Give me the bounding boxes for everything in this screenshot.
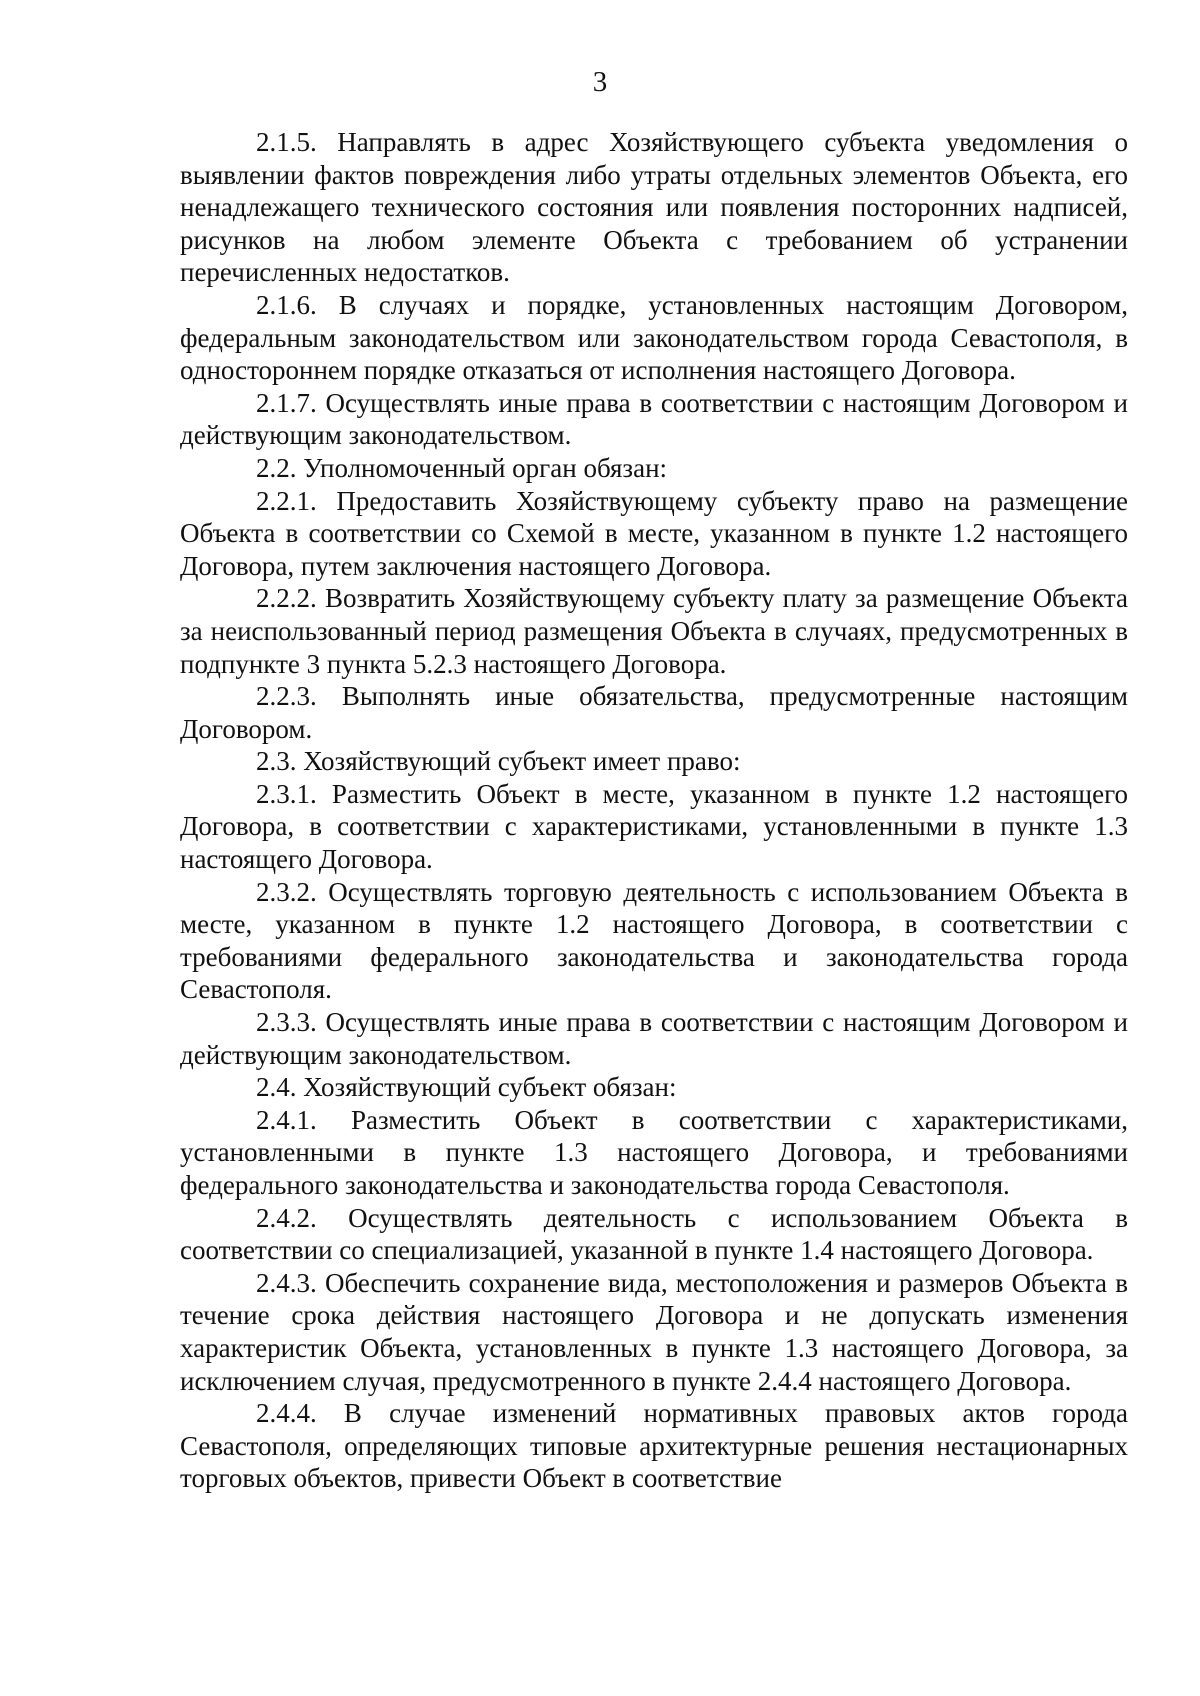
paragraph-2-2-3: 2.2.3. Выполнять иные обязательства, предусмотренные настоящим Договором. <box>180 681 1128 744</box>
paragraph-2-2-2: 2.2.2. Возвратить Хозяйствующему субъекту плату за размещение Объекта за неиспользованный период размещения Объекта в случаях, предусмотренных в подпункте 3 пункта 5.2.3 настоящего Договора. <box>180 583 1128 679</box>
paragraph-2-3-3: 2.3.3. Осуществлять иные права в соответствии с настоящим Договором и действующим законодательством. <box>180 1007 1128 1070</box>
paragraph-2-4-1: 2.4.1. Разместить Объект в соответствии с характеристиками, установленными в пункте 1.3 настоящего Договора, и требованиями федерального законодательства и законодательства города Севастополя. <box>180 1104 1128 1200</box>
paragraph-2-3: 2.3. Хозяйствующий субъект имеет право: <box>256 746 741 777</box>
paragraph-2-1-6: 2.1.6. В случаях и порядке, установленных настоящим Договором, федеральным законодательством или законодательством города Севастополя, в одностороннем порядке отказаться от исполнения настоящего Договора. <box>180 289 1128 386</box>
document-body <box>180 126 1128 1495</box>
paragraph-2-2-1: 2.2.1. Предоставить Хозяйствующему субъекту право на размещение Объекта в соответствии со Схемой в месте, указанном в пункте 1.2 настоящего Договора, путем заключения настоящего Договора. <box>180 485 1128 581</box>
page-number: 3 <box>592 66 608 98</box>
paragraph-2-1-5: 2.1.5. Направлять в адрес Хозяйствующего субъекта уведомления о выявлении фактов повреждения либо утраты отдельных элементов Объекта, его ненадлежащего технического состояния или появления посторонних надписей, рисунков на любом элементе Объекта с требованием об устранении перечисленных недостатков. <box>180 127 1128 288</box>
paragraph-2-4-2: 2.4.2. Осуществлять деятельность с использованием Объекта в соответствии со специализацией, указанной в пункте 1.4 настоящего Договора. <box>180 1202 1128 1266</box>
paragraph-2-4-3: 2.4.3. Обеспечить сохранение вида, местоположения и размеров Объекта в течение срока действия настоящего Договора и не допускать изменения характеристик Объекта, установленных в пункте 1.3 настоящего Договора, за исключением случая, предусмотренного в пункте 2.4.4 настоящего Договора. <box>180 1267 1128 1396</box>
paragraph-2-4: 2.4. Хозяйствующий субъект обязан: <box>256 1072 677 1103</box>
paragraph-2-2: 2.2. Уполномоченный орган обязан: <box>256 452 668 483</box>
paragraph-2-4-4: 2.4.4. В случае изменений нормативных правовых актов города Севастополя, определяющих типовые архитектурные решения нестационарных торговых объектов, привести Объект в соответствие <box>180 1398 1128 1494</box>
paragraph-2-3-1: 2.3.1. Разместить Объект в месте, указанном в пункте 1.2 настоящего Договора, в соответствии с характеристиками, установленными в пункте 1.3 настоящего Договора. <box>180 778 1128 875</box>
paragraph-2-3-2: 2.3.2. Осуществлять торговую деятельность с использованием Объекта в месте, указанном в пункте 1.2 настоящего Договора, в соответствии с требованиями федерального законодательства и законодательства города Севастополя. <box>180 876 1128 1005</box>
paragraph-2-1-7: 2.1.7. Осуществлять иные права в соответствии с настоящим Договором и действующим законодательством. <box>180 387 1128 451</box>
